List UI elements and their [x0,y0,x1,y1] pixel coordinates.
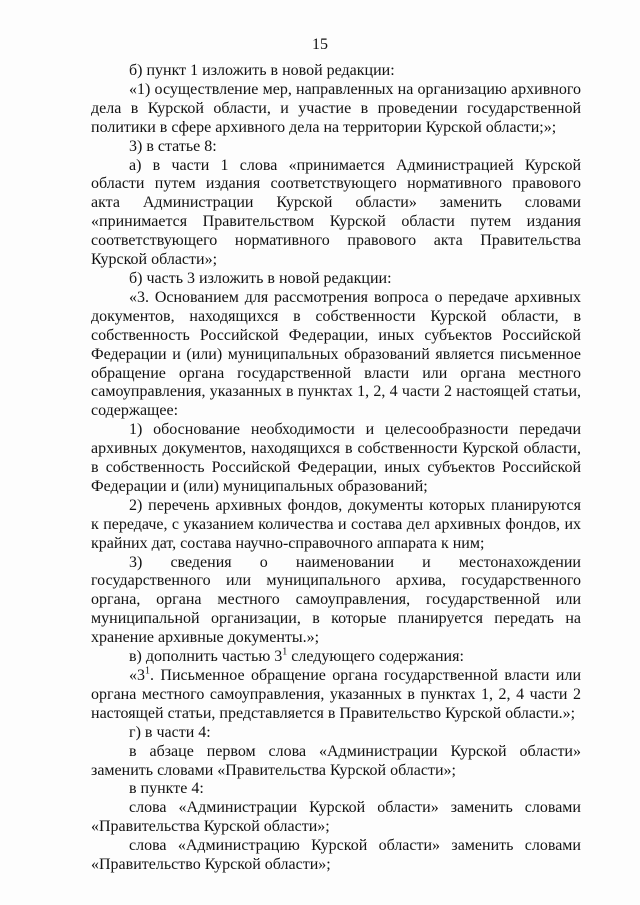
paragraph-replace-1: слова «Администрации Курской области» заменить словами «Правительства Курской области»; [91,799,581,836]
paragraph-b-point1: б) пункт 1 изложить в новой редакции: [129,62,395,79]
paragraph-v-before: в) дополнить частью 3 [129,648,283,666]
paragraph-a-part1: а) в части 1 слова «принимается Администрацией Курской области путем издания соответствующего нормативного правового акта Администрации Курской области» заменить словами «принимается Правительством Курской области путем издания соответствующего нормативного правового акта Правительства Курской области»; [91,156,581,269]
paragraph-first-abzac: в абзаце первом слова «Администрации Курской области» заменить словами «Правительства Курской области»; [91,742,581,779]
paragraph-replace-2: слова «Администрацию Курской области» заменить словами «Правительство Курской области»; [91,837,581,874]
superscript: 1 [145,665,150,677]
paragraph-item2: 2) перечень архивных фондов, документы которых планируются к передаче, с указанием количества и состава дел архивных фондов, их крайних дат, состава научно-справочного аппарата к ним; [91,496,581,552]
document-body [91,62,581,875]
paragraph-v-after: следующего содержания: [287,648,464,666]
paragraph-g-part4: г) в части 4: [129,723,211,741]
paragraph-v-add-part [91,648,581,667]
page-number: 15 [312,36,328,53]
paragraph-part3-1-text [91,667,581,724]
superscript: 1 [282,646,288,658]
paragraph-item3: 3) сведения о наименовании и местонахождении государственного или муниципального архива, государственного органа, органа местного самоуправления, государственной или муниципальной организации, в которые планируется передать на хранение архивные документы.»; [91,553,581,647]
paragraph-point4: в пункте 4: [129,780,204,798]
paragraph-article8: 3) в статье 8: [129,137,217,155]
paragraph-point1-text: «1) осуществление мер, направленных на организацию архивного дела в Курской области, и участие в проведении государственной политики в сфере архивного дела на территории Курской области;»; [91,80,581,136]
paragraph-item1: 1) обоснование необходимости и целесообразности передачи архивных документов, находящихся в собственности Курской области, в собственность Российской Федерации, иных субъектов Российской Федерации и (или) муниципальных образований; [91,421,581,495]
paragraph-part3-text: «3. Основанием для рассмотрения вопроса о передаче архивных документов, находящихся в собственности Курской области, в собственность Российской Федерации, иных субъектов Российской Федерации и (или) муниципальных образований является письменное обращение органа государственной власти или органа местного самоуправления, указанных в пунктах 1, 2, 4 части 2 настоящей статьи, содержащее: [91,288,581,420]
part3-1-after: . Письменное обращение органа государственной власти или органа местного самоуправления, указанных в пунктах 1, 2, 4 части 2 настоящей статьи, представляется в Правительство Курской области.»; [91,667,581,722]
part3-1-before: «3 [129,667,145,684]
paragraph-b-part3: б) часть 3 изложить в новой редакции: [129,269,392,287]
